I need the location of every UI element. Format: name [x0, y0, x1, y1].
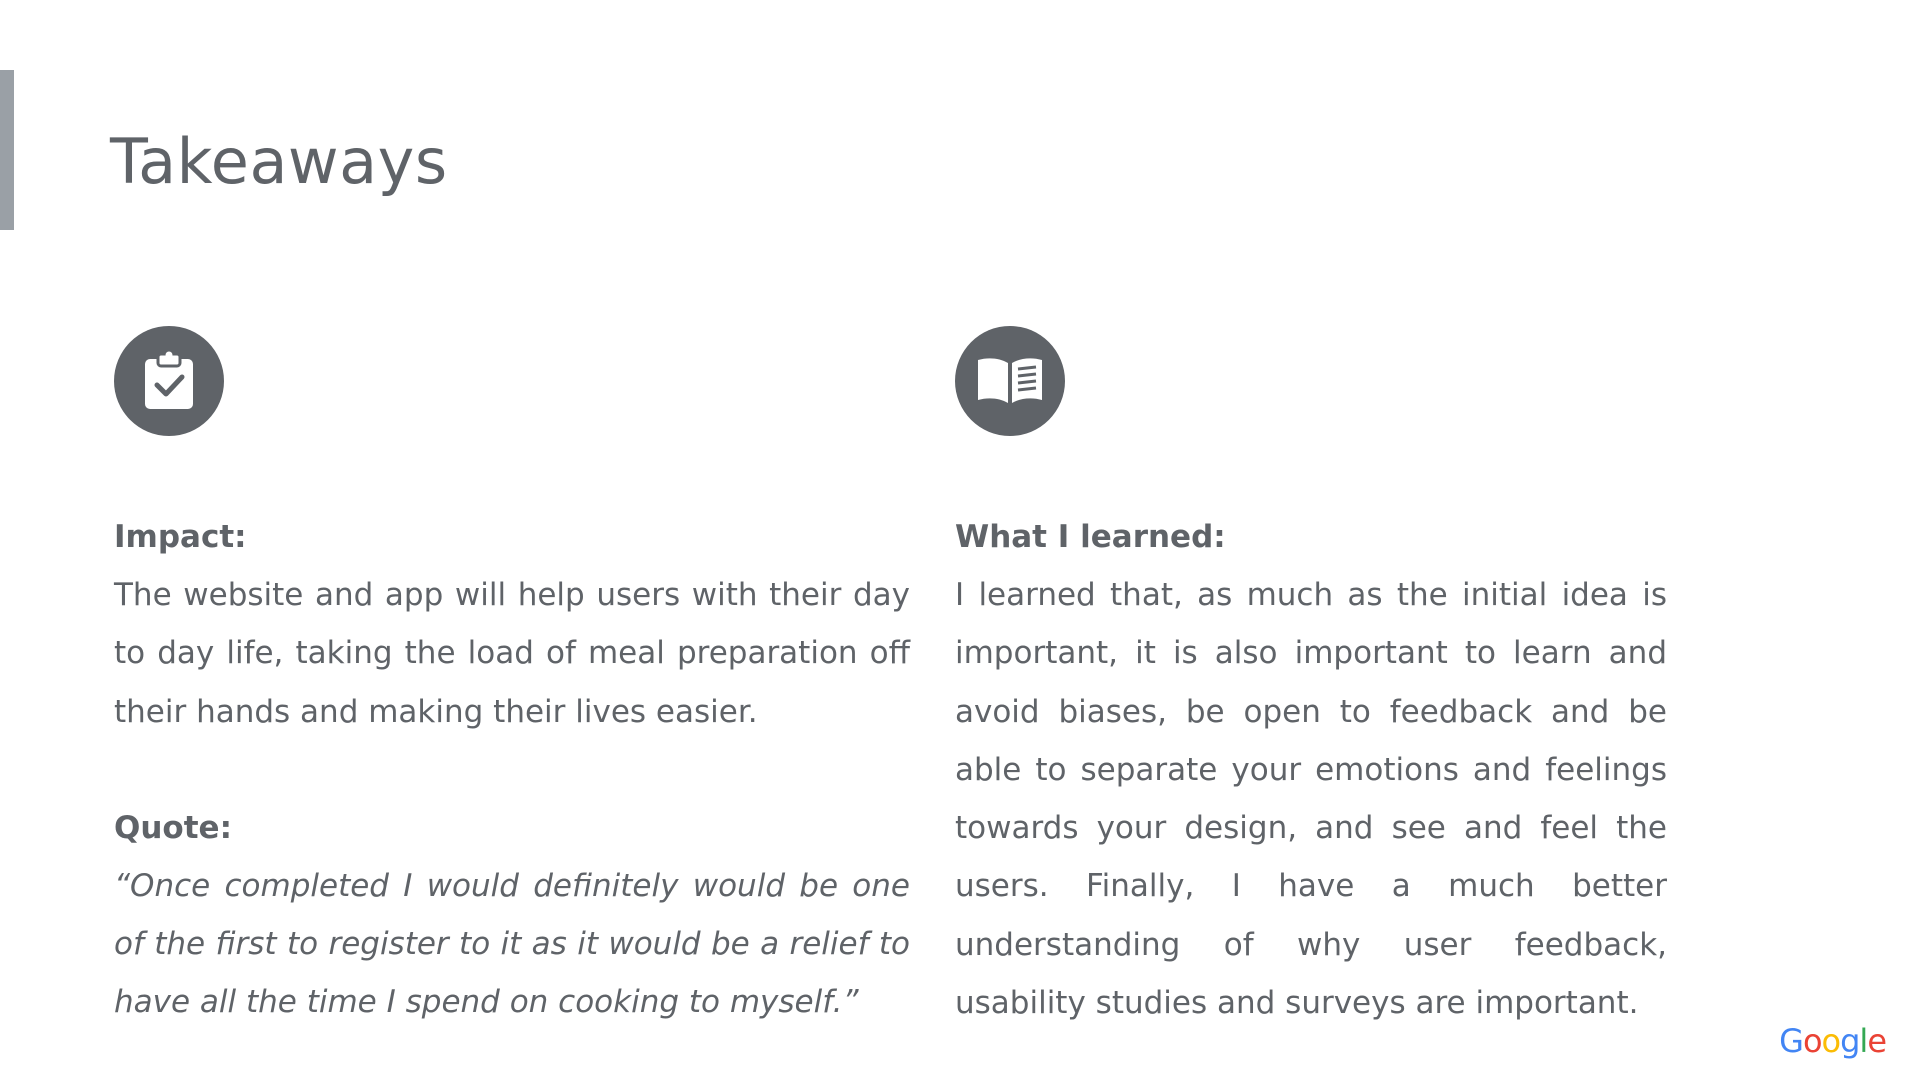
open-book-icon	[955, 326, 1065, 436]
learned-text: I learned that, as much as the initial idea is important, it is also important to learn and avoid biases, be open to feedback and be able to separate your emotions and feelings towards your design, and see and feel the users. Finally, I have a much better understanding of why user feedback, usability studies and surveys are important.	[955, 577, 1667, 1022]
section-spacer	[114, 741, 910, 799]
clipboard-check-icon	[114, 326, 224, 436]
logo-letter: o	[1802, 1022, 1822, 1060]
logo-letter: g	[1840, 1022, 1860, 1060]
logo-letter: l	[1859, 1022, 1868, 1060]
title-accent-bar	[0, 70, 14, 230]
logo-letter: e	[1867, 1022, 1886, 1060]
slide-title: Takeaways	[110, 125, 448, 198]
learned-heading: What I learned:	[955, 519, 1226, 555]
quote-heading: Quote:	[114, 809, 232, 846]
logo-letter: o	[1821, 1022, 1841, 1060]
impact-text: The website and app will help users with their day to day life, taking the load of meal preparation off their hands and making their lives easier.	[114, 577, 910, 730]
learned-column	[955, 326, 1667, 1032]
quote-text: “Once completed I would definitely would be one of the first to register to it as it would be a relief to have all the time I spend on cooking to myself.”	[114, 867, 910, 1021]
impact-column	[114, 326, 910, 1032]
impact-heading: Impact:	[114, 519, 247, 555]
google-logo	[1779, 1022, 1886, 1060]
logo-letter: G	[1779, 1022, 1803, 1060]
